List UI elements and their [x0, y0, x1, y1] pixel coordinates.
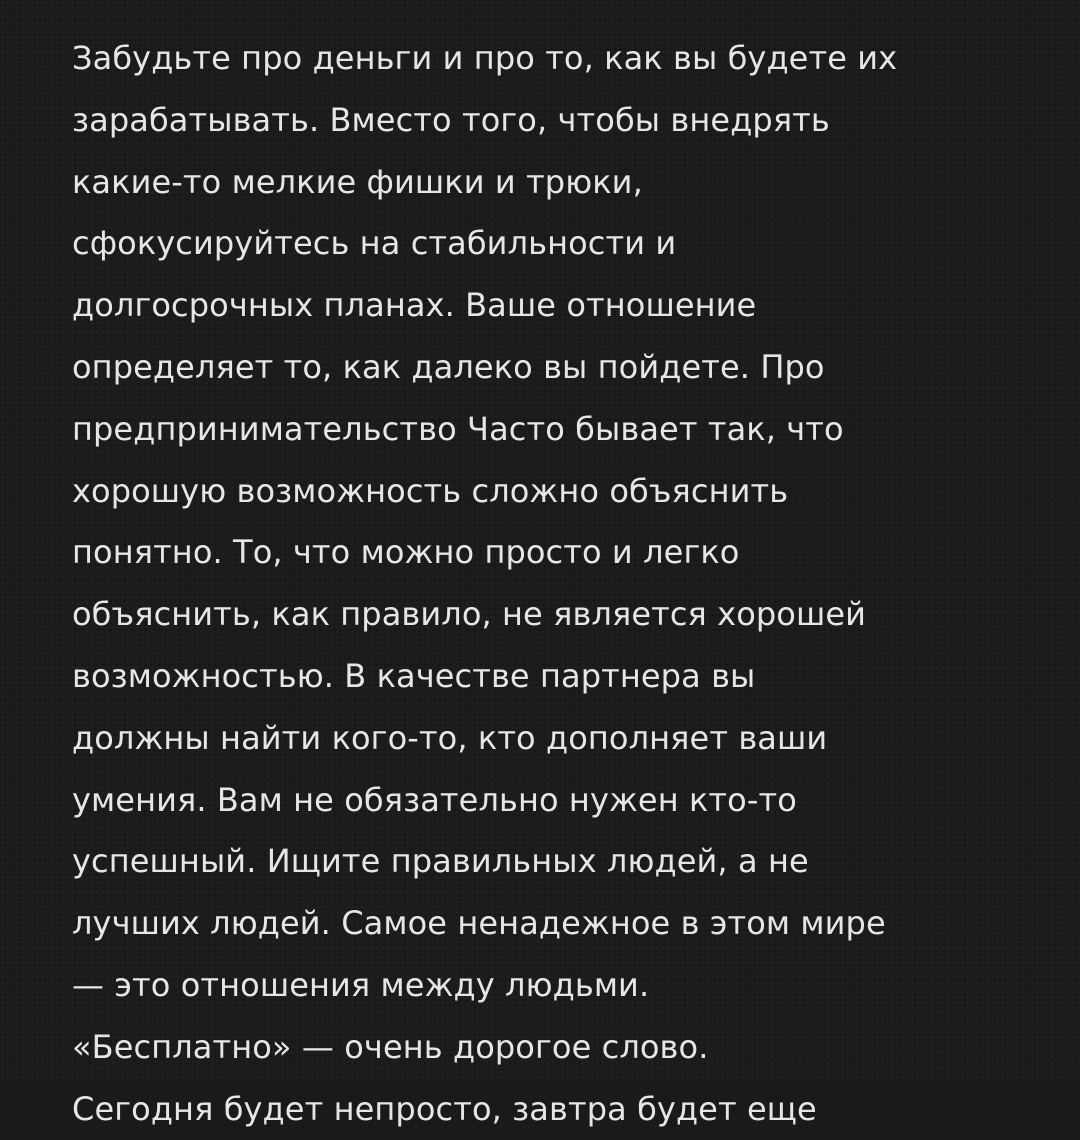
note-line-13: умения. Вам не обязательно нужен кто-то [72, 780, 797, 819]
note-line-6: определяет то, как далеко вы пойдете. Про [72, 347, 825, 386]
note-line-12: должны найти кого-то, кто дополняет ваши [72, 718, 828, 757]
note-line-14: успешный. Ищите правильных людей, а не [72, 842, 809, 881]
note-line-10: объяснить, как правило, не является хорошей [72, 595, 867, 634]
note-line-4: сфокусируйтесь на стабильности и [72, 224, 677, 263]
note-line-5: долгосрочных планах. Ваше отношение [72, 286, 757, 325]
note-line-7: предпринимательство Часто бывает так, что [72, 409, 844, 448]
note-line-18: Сегодня будет непросто, завтра будет еще [72, 1089, 817, 1128]
note-line-16: — это отношения между людьми. [72, 965, 650, 1004]
note-line-15: лучших людей. Самое ненадежное в этом мире [72, 904, 886, 943]
note-line-1: Забудьте про деньги и про то, как вы будете их [72, 39, 898, 77]
note-line-8: хорошую возможность сложно объяснить [72, 471, 789, 510]
note-line-11: возможностью. В качестве партнера вы [72, 656, 756, 695]
note-text-body [72, 28, 1052, 1128]
note-line-9: понятно. То, что можно просто и легко [72, 533, 740, 572]
note-line-3: какие-то мелкие фишки и трюки, [72, 162, 643, 201]
note-line-17: «Бесплатно» — очень дорогое слово. [72, 1027, 709, 1066]
note-line-2: зарабатывать. Вместо того, чтобы внедрять [72, 100, 830, 139]
